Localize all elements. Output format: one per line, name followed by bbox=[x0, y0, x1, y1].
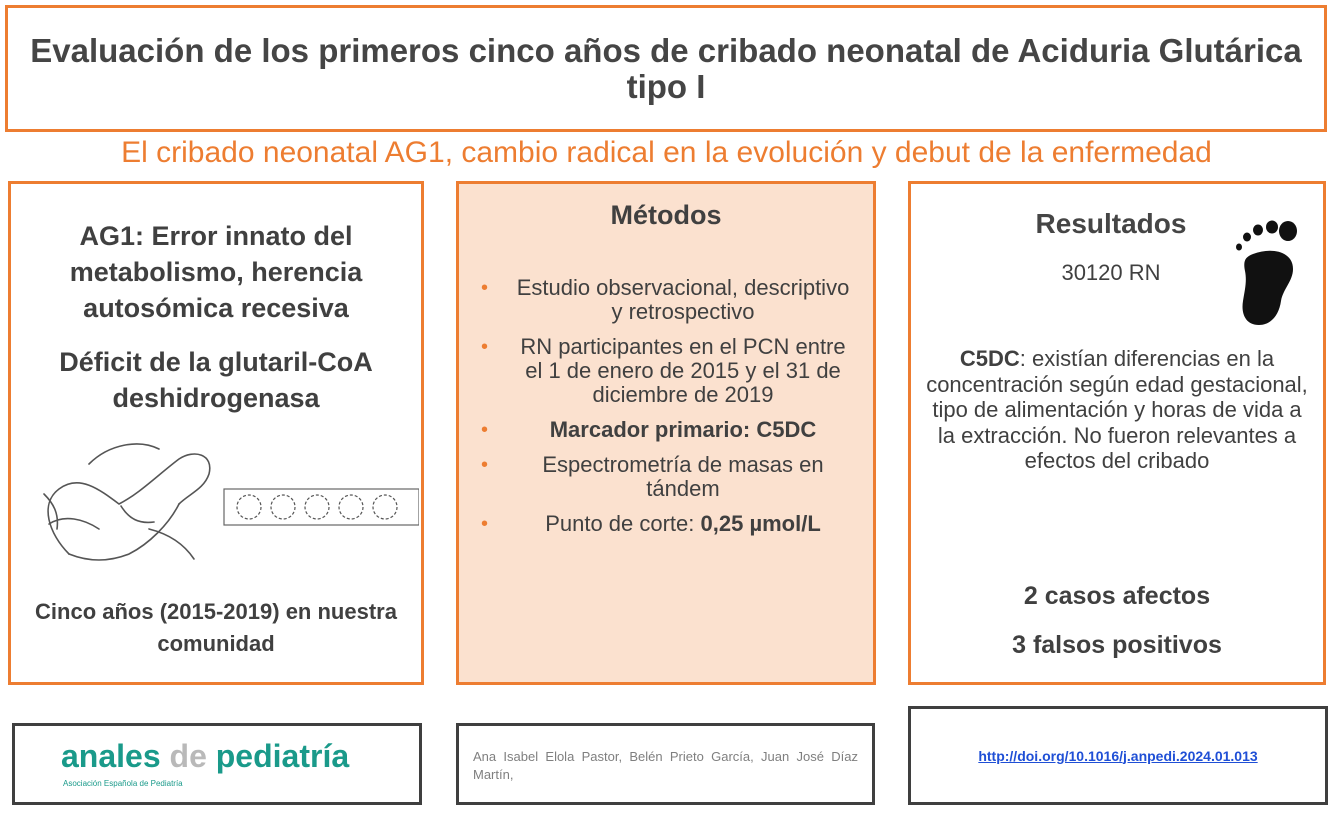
list-item bbox=[481, 453, 855, 501]
journal-name: de bbox=[169, 738, 207, 774]
study-period: Cinco años (2015-2019) en nuestra comunidad bbox=[35, 599, 397, 656]
method-text: Punto de corte: bbox=[545, 511, 701, 536]
bullet-icon: • bbox=[481, 277, 489, 299]
journal-society: Asociación Española de Pediatría bbox=[63, 779, 183, 788]
journal-logo bbox=[61, 738, 349, 775]
cutoff-value: 0,25 µmol/L bbox=[700, 511, 821, 536]
newborn-heel-blood-card-icon bbox=[29, 434, 419, 584]
results-title: Resultados bbox=[1035, 208, 1187, 239]
methods-list bbox=[481, 276, 855, 547]
disease-panel bbox=[8, 181, 424, 685]
page-subtitle: El cribado neonatal AG1, cambio radical en la evolución y debut de la enfermedad bbox=[121, 136, 1212, 169]
page-title: Evaluación de los primeros cinco años de cribado neonatal de Aciduria Glutárica tipo I bbox=[30, 31, 1302, 105]
authors: Ana Isabel Elola Pastor, Belén Prieto García, Juan José Díaz Martín, bbox=[473, 749, 858, 782]
marker-label: C5DC bbox=[959, 346, 1020, 371]
list-item bbox=[481, 418, 855, 442]
list-item bbox=[481, 335, 855, 407]
list-item bbox=[481, 276, 855, 324]
journal-logo-box bbox=[12, 723, 422, 805]
doi-link[interactable]: http://doi.org/10.1016/j.anpedi.2024.01.013 bbox=[978, 747, 1258, 764]
foot-icon bbox=[1231, 219, 1301, 329]
journal-name: anales bbox=[61, 738, 170, 774]
newborn-count: 30120 RN bbox=[1061, 260, 1161, 285]
method-text: RN participantes en el PCN entre el 1 de enero de 2015 y el 31 de diciembre de 2019 bbox=[520, 334, 846, 407]
bullet-icon: • bbox=[481, 336, 489, 358]
bullet-icon: • bbox=[481, 513, 489, 535]
results-panel bbox=[908, 181, 1326, 685]
authors-box bbox=[456, 723, 875, 805]
disease-definition: AG1: Error innato del metabolismo, herencia autosómica recesiva bbox=[69, 221, 363, 323]
list-item bbox=[481, 512, 855, 536]
methods-title: Métodos bbox=[610, 200, 722, 230]
bullet-icon: • bbox=[481, 454, 489, 476]
enzyme-deficiency: Déficit de la glutaril-CoA deshidrogenasa bbox=[59, 347, 373, 413]
title-box bbox=[5, 5, 1327, 132]
doi-box bbox=[908, 706, 1328, 805]
methods-panel bbox=[456, 181, 876, 685]
false-positives: 3 falsos positivos bbox=[1012, 631, 1222, 659]
results-finding bbox=[923, 346, 1311, 474]
method-text: Marcador primario: C5DC bbox=[549, 417, 817, 442]
affected-cases: 2 casos afectos bbox=[1023, 582, 1211, 610]
finding-text: : existían diferencias en la concentración según edad gestacional, tipo de alimentación y horas de vida a la extracción. No fueron relevantes a efectos del cribado bbox=[926, 346, 1308, 473]
method-text: Espectrometría de masas en tándem bbox=[542, 452, 824, 501]
journal-name: pediatría bbox=[206, 738, 350, 774]
method-text: Estudio observacional, descriptivo y retrospectivo bbox=[516, 275, 850, 324]
bullet-icon: • bbox=[481, 419, 489, 441]
